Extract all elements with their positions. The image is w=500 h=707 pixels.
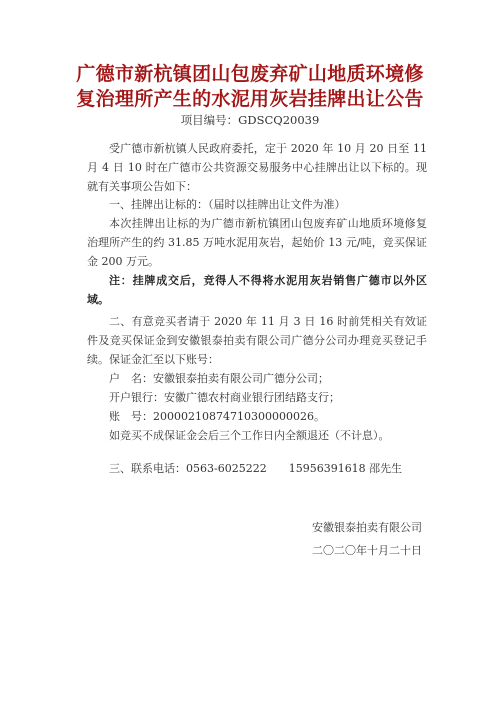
section-1 (87, 195, 427, 309)
section-1-heading: 一、挂牌出让标的：（届时以挂牌出让文件为准） (109, 198, 346, 211)
account-number-line: 账 号：20000210874710300000026。 (109, 410, 325, 423)
bank-line: 开户银行：安徽广德农村商业银行团结路支行； (109, 391, 340, 404)
account-name-line: 户 名：安徽银泰拍卖有限公司广德分公司； (109, 372, 329, 385)
intro-paragraph: 受广德市新杭镇人民政府委托，定于 2020 年 10 月 20 日至 11 月 4 日 10 时在广德市公共资源交易服务中心挂牌出让以下标的。现就有关事项公告如下： (87, 142, 427, 193)
title-line-2: 复治理所产生的水泥用灰岩挂牌出让公告 (76, 88, 424, 110)
contact-line: 三、联系电话：0563-6025222 15956391618 邵先生 (109, 462, 403, 475)
section-2 (87, 312, 427, 445)
signature-company: 安徽银泰拍卖有限公司 (312, 521, 422, 534)
project-number: 项目编号：GDSCQ20039 (180, 113, 320, 127)
signature-date: 二〇二〇年十月二十日 (312, 544, 422, 557)
section-2-text: 二、有意竞买者请于 2020 年 11 月 3 日 16 时前凭相关有效证件及竞买保证金到安徽银泰拍卖有限公司广德分公司办理竞买登记手续。保证金汇至以下账号： (87, 315, 427, 366)
section-3 (87, 459, 427, 478)
section-1-note: 注：挂牌成交后，竞得人不得将水泥用灰岩销售广德市以外区域。 (87, 274, 427, 306)
section-1-text: 本次挂牌出让标的为广德市新杭镇团山包废弃矿山地质环境修复治理所产生的约 31.85 万吨水泥用灰岩，起始价 13 元/吨，竞买保证金 200 万元。 (87, 217, 427, 268)
intro-block (87, 139, 427, 196)
title-line-1: 广德市新杭镇团山包废弃矿山地质环境修 (76, 63, 424, 85)
refund-line: 如竞买不成保证金会后三个工作日内全额退还（不计息）。 (109, 429, 390, 442)
